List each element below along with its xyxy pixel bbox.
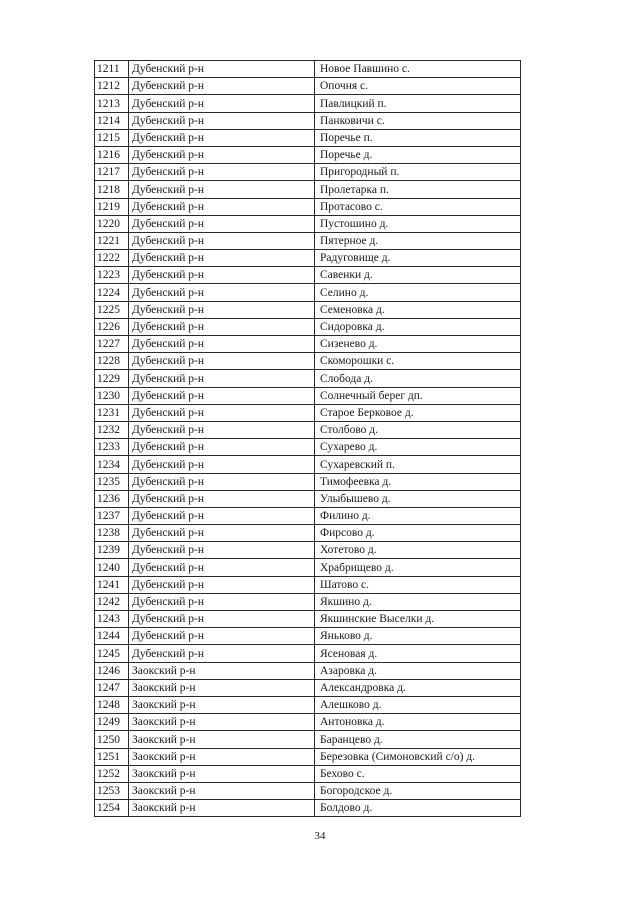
row-number: 1217 [95, 164, 129, 181]
row-number: 1215 [95, 129, 129, 146]
row-settlement: Александровка д. [315, 679, 521, 696]
table-row [95, 765, 521, 782]
row-district: Дубенский р-н [129, 370, 315, 387]
row-number: 1236 [95, 490, 129, 507]
row-district: Заокский р-н [129, 714, 315, 731]
table-row [95, 215, 521, 232]
row-number: 1233 [95, 439, 129, 456]
row-settlement: Якшинские Выселки д. [315, 611, 521, 628]
row-settlement: Сидоровка д. [315, 318, 521, 335]
row-settlement: Савенки д. [315, 267, 521, 284]
row-district: Заокский р-н [129, 731, 315, 748]
row-settlement: Храбрищево д. [315, 559, 521, 576]
row-district: Дубенский р-н [129, 232, 315, 249]
table-row [95, 164, 521, 181]
row-settlement: Улыбышево д. [315, 490, 521, 507]
table-row [95, 112, 521, 129]
table-row [95, 800, 521, 817]
row-settlement: Протасово с. [315, 198, 521, 215]
table-row [95, 232, 521, 249]
table-row [95, 370, 521, 387]
row-settlement: Старое Берковое д. [315, 404, 521, 421]
table-row [95, 490, 521, 507]
table-row [95, 284, 521, 301]
table-row [95, 593, 521, 610]
row-district: Дубенский р-н [129, 404, 315, 421]
row-district: Дубенский р-н [129, 611, 315, 628]
table-row [95, 782, 521, 799]
row-number: 1239 [95, 542, 129, 559]
row-settlement: Пятерное д. [315, 232, 521, 249]
row-district: Дубенский р-н [129, 284, 315, 301]
row-settlement: Столбово д. [315, 421, 521, 438]
row-settlement: Березовка (Симоновский с/о) д. [315, 748, 521, 765]
row-number: 1254 [95, 800, 129, 817]
table-row [95, 559, 521, 576]
row-number: 1243 [95, 611, 129, 628]
row-number: 1253 [95, 782, 129, 799]
table-row [95, 507, 521, 524]
table-row [95, 679, 521, 696]
row-number: 1234 [95, 456, 129, 473]
row-district: Дубенский р-н [129, 456, 315, 473]
table-row [95, 611, 521, 628]
row-settlement: Шатово с. [315, 576, 521, 593]
settlements-table-body [95, 61, 521, 817]
table-row [95, 250, 521, 267]
row-number: 1244 [95, 628, 129, 645]
table-row [95, 267, 521, 284]
row-settlement: Ясеновая д. [315, 645, 521, 662]
row-settlement: Пустошино д. [315, 215, 521, 232]
table-row [95, 525, 521, 542]
row-number: 1249 [95, 714, 129, 731]
table-row [95, 628, 521, 645]
row-number: 1220 [95, 215, 129, 232]
row-settlement: Новое Павшино с. [315, 61, 521, 78]
row-district: Заокский р-н [129, 662, 315, 679]
row-settlement: Болдово д. [315, 800, 521, 817]
row-district: Заокский р-н [129, 765, 315, 782]
row-number: 1213 [95, 95, 129, 112]
table-row [95, 318, 521, 335]
row-district: Заокский р-н [129, 679, 315, 696]
table-row [95, 748, 521, 765]
table-row [95, 439, 521, 456]
row-district: Заокский р-н [129, 696, 315, 713]
table-row [95, 662, 521, 679]
row-district: Дубенский р-н [129, 146, 315, 163]
row-district: Дубенский р-н [129, 353, 315, 370]
row-district: Дубенский р-н [129, 129, 315, 146]
row-district: Дубенский р-н [129, 78, 315, 95]
row-number: 1228 [95, 353, 129, 370]
row-district: Дубенский р-н [129, 473, 315, 490]
row-district: Дубенский р-н [129, 525, 315, 542]
row-settlement: Панковичи с. [315, 112, 521, 129]
row-settlement: Баранцево д. [315, 731, 521, 748]
row-district: Дубенский р-н [129, 387, 315, 404]
row-number: 1232 [95, 421, 129, 438]
row-district: Заокский р-н [129, 748, 315, 765]
row-settlement: Филино д. [315, 507, 521, 524]
row-district: Дубенский р-н [129, 301, 315, 318]
row-district: Дубенский р-н [129, 336, 315, 353]
row-settlement: Опочня с. [315, 78, 521, 95]
row-district: Дубенский р-н [129, 61, 315, 78]
row-number: 1212 [95, 78, 129, 95]
row-number: 1225 [95, 301, 129, 318]
row-number: 1222 [95, 250, 129, 267]
row-settlement: Богородское д. [315, 782, 521, 799]
row-number: 1211 [95, 61, 129, 78]
row-settlement: Бехово с. [315, 765, 521, 782]
row-settlement: Пролетарка п. [315, 181, 521, 198]
row-number: 1252 [95, 765, 129, 782]
row-number: 1235 [95, 473, 129, 490]
row-district: Дубенский р-н [129, 267, 315, 284]
row-settlement: Сухаревский п. [315, 456, 521, 473]
row-number: 1221 [95, 232, 129, 249]
row-district: Дубенский р-н [129, 181, 315, 198]
row-number: 1237 [95, 507, 129, 524]
row-settlement: Павлицкий п. [315, 95, 521, 112]
table-row [95, 473, 521, 490]
row-number: 1216 [95, 146, 129, 163]
row-settlement: Тимофеевка д. [315, 473, 521, 490]
row-settlement: Семеновка д. [315, 301, 521, 318]
table-row [95, 404, 521, 421]
row-number: 1248 [95, 696, 129, 713]
row-number: 1241 [95, 576, 129, 593]
settlements-table [94, 60, 521, 817]
row-district: Дубенский р-н [129, 490, 315, 507]
row-number: 1240 [95, 559, 129, 576]
row-district: Заокский р-н [129, 782, 315, 799]
row-settlement: Поречье п. [315, 129, 521, 146]
row-number: 1223 [95, 267, 129, 284]
row-district: Дубенский р-н [129, 439, 315, 456]
row-number: 1218 [95, 181, 129, 198]
table-row [95, 645, 521, 662]
row-settlement: Сухарево д. [315, 439, 521, 456]
row-number: 1246 [95, 662, 129, 679]
table-row [95, 714, 521, 731]
table-row [95, 353, 521, 370]
row-settlement: Антоновка д. [315, 714, 521, 731]
row-number: 1231 [95, 404, 129, 421]
table-row [95, 198, 521, 215]
table-row [95, 78, 521, 95]
row-settlement: Пригородный п. [315, 164, 521, 181]
row-district: Дубенский р-н [129, 559, 315, 576]
row-district: Дубенский р-н [129, 628, 315, 645]
row-number: 1219 [95, 198, 129, 215]
row-district: Заокский р-н [129, 800, 315, 817]
row-settlement: Фирсово д. [315, 525, 521, 542]
table-row [95, 181, 521, 198]
row-settlement: Радуговище д. [315, 250, 521, 267]
row-number: 1227 [95, 336, 129, 353]
row-number: 1250 [95, 731, 129, 748]
row-settlement: Алешково д. [315, 696, 521, 713]
row-settlement: Якшино д. [315, 593, 521, 610]
row-district: Дубенский р-н [129, 645, 315, 662]
table-row [95, 129, 521, 146]
row-number: 1251 [95, 748, 129, 765]
row-settlement: Хотетово д. [315, 542, 521, 559]
table-row [95, 336, 521, 353]
row-number: 1214 [95, 112, 129, 129]
row-district: Дубенский р-н [129, 112, 315, 129]
table-row [95, 542, 521, 559]
row-settlement: Азаровка д. [315, 662, 521, 679]
table-row [95, 61, 521, 78]
row-district: Дубенский р-н [129, 542, 315, 559]
table-row [95, 95, 521, 112]
table-row [95, 301, 521, 318]
row-number: 1230 [95, 387, 129, 404]
row-district: Дубенский р-н [129, 215, 315, 232]
row-settlement: Скоморошки с. [315, 353, 521, 370]
page-number: 34 [314, 830, 326, 842]
row-number: 1226 [95, 318, 129, 335]
row-district: Дубенский р-н [129, 421, 315, 438]
table-row [95, 146, 521, 163]
row-number: 1242 [95, 593, 129, 610]
row-district: Дубенский р-н [129, 164, 315, 181]
row-settlement: Селино д. [315, 284, 521, 301]
row-district: Дубенский р-н [129, 593, 315, 610]
table-row [95, 421, 521, 438]
table-row [95, 576, 521, 593]
row-settlement: Сизенево д. [315, 336, 521, 353]
row-number: 1229 [95, 370, 129, 387]
row-district: Дубенский р-н [129, 95, 315, 112]
row-settlement: Поречье д. [315, 146, 521, 163]
row-district: Дубенский р-н [129, 507, 315, 524]
row-district: Дубенский р-н [129, 198, 315, 215]
row-settlement: Слобода д. [315, 370, 521, 387]
row-district: Дубенский р-н [129, 318, 315, 335]
table-row [95, 731, 521, 748]
row-number: 1247 [95, 679, 129, 696]
row-settlement: Солнечный берег дп. [315, 387, 521, 404]
row-settlement: Яньково д. [315, 628, 521, 645]
table-row [95, 696, 521, 713]
row-district: Дубенский р-н [129, 576, 315, 593]
row-number: 1245 [95, 645, 129, 662]
row-number: 1238 [95, 525, 129, 542]
table-row [95, 387, 521, 404]
row-number: 1224 [95, 284, 129, 301]
row-district: Дубенский р-н [129, 250, 315, 267]
table-row [95, 456, 521, 473]
